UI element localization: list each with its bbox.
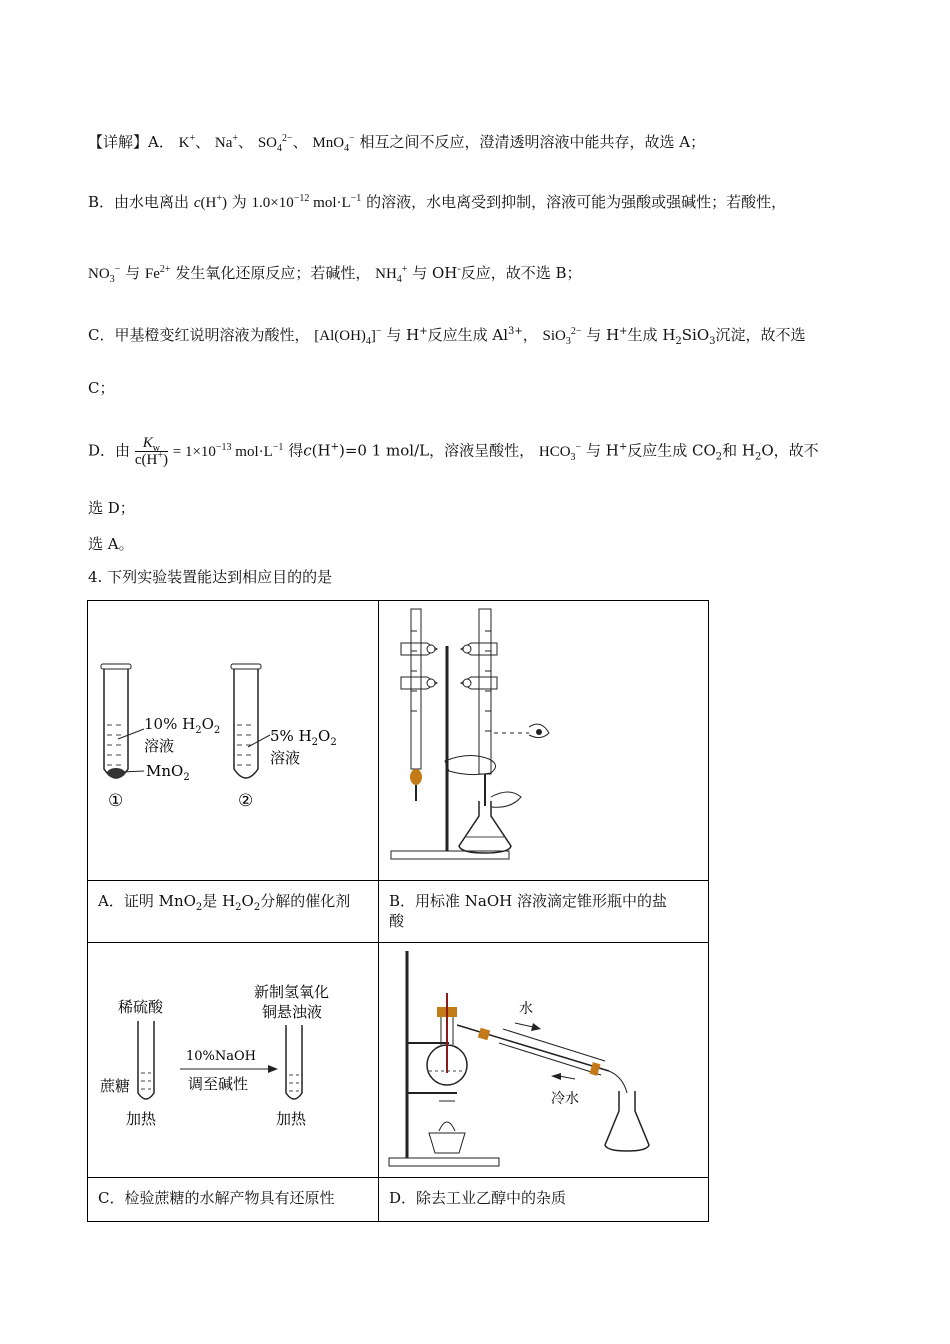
ion-mno4: MnO$_4$− — [312, 133, 355, 154]
svg-text:冷水: 冷水 — [551, 1091, 579, 1107]
option-c: C．检验蔗糖的水解产物具有还原性 — [88, 1178, 379, 1221]
svg-text:新制氢氧化: 新制氢氧化 — [254, 983, 330, 1001]
svg-text:蔗糖: 蔗糖 — [100, 1077, 131, 1095]
explain-line-a: 【详解】A． K+、 Na+、 $SO_4^{2-}$、 MnO$_4$− 相互之间不反应，澄清透明溶液中能共存，故选 A； — [88, 133, 706, 154]
svg-text:10% H2O2: 10% $H_2O_2$ — [144, 715, 221, 736]
test-tube-c2 — [286, 1025, 302, 1099]
sucrose-hydrolysis-figure — [88, 943, 378, 1177]
explain-line-d2: 选 D； — [88, 499, 135, 517]
explain-line-c2: C； — [88, 379, 115, 397]
test-tube-1 — [101, 664, 144, 778]
figure-b-cell — [379, 601, 708, 881]
svg-text:溶液: 溶液 — [270, 749, 301, 767]
test-tubes-figure — [88, 601, 378, 880]
svg-text:加热: 加热 — [276, 1110, 307, 1128]
ion-na: Na+ — [214, 133, 239, 151]
test-tube-c1 — [138, 1021, 154, 1099]
options-table — [87, 600, 709, 1222]
svg-text:调至碱性: 调至碱性 — [188, 1075, 249, 1093]
explain-line-b: B．由水电离出 c(H+) 为 $1.0\times 10^{-12}$ $mol\cdot L^{-1}$ 的溶液，水电离受到抑制，溶液可能为强酸或强碱性；若酸性， — [88, 193, 787, 211]
answer-line: 选 A。 — [88, 535, 134, 553]
svg-text:5% H2O2: 5% $H_2O_2$ — [270, 727, 337, 748]
svg-text:铜悬浊液: 铜悬浊液 — [262, 1003, 323, 1021]
distillation-figure — [379, 943, 707, 1177]
option-a: A．证明 MnO$_2$是 $H_2O_2$分解的催化剂 — [88, 881, 379, 943]
svg-text:①: ① — [108, 791, 124, 811]
question-stem: 4. 下列实验装置能达到相应目的的是 — [88, 568, 333, 586]
svg-text:稀硫酸: 稀硫酸 — [118, 998, 164, 1016]
test-tube-2 — [231, 664, 270, 778]
figure-a-cell — [88, 601, 379, 881]
explain-line-b2: $NO_3^-$ 与 $Fe^{2+}$ 发生氧化还原反应；若碱性， $NH_4^+$ 与 OH-反应，故不选 B； — [88, 264, 582, 285]
titration-figure — [379, 601, 707, 880]
svg-text:加热: 加热 — [126, 1110, 157, 1128]
svg-text:10%NaOH: 10%NaOH — [186, 1049, 257, 1064]
figure-c-cell — [88, 943, 379, 1178]
svg-text:溶液: 溶液 — [144, 737, 175, 755]
svg-text:②: ② — [238, 791, 254, 811]
svg-text:MnO2: MnO$_2$ — [146, 762, 190, 783]
explain-line-c: C．甲基橙变红说明溶液为酸性， $[Al(OH)_4]^-$ 与 H+反应生成 $Al^{3+}$， SiO$_3^{2-}$ 与 H+生成 $H_2SiO_3$沉淀，故不选 — [88, 326, 806, 347]
svg-text:水: 水 — [519, 1001, 533, 1017]
ion-so4: $SO_4^{2-}$ — [257, 133, 293, 154]
figure-d-cell — [379, 943, 708, 1178]
option-b: B．用标准 NaOH 溶液滴定锥形瓶中的盐 酸 — [379, 881, 708, 943]
option-d: D．除去工业乙醇中的杂质 — [389, 1189, 567, 1207]
explain-line-d: D．由 $\frac{K_w}{c(H^+)}$ = $1\times 10^{-13}$ $mol\cdot L^{-1}$ 得c(H+)=0 1 mol/L，溶液呈酸性， $HCO_3^-$ 与 H+反应生成 $CO_2$和 $H_2O$，故不 — [88, 435, 819, 468]
ion-k: K+ — [178, 133, 196, 151]
